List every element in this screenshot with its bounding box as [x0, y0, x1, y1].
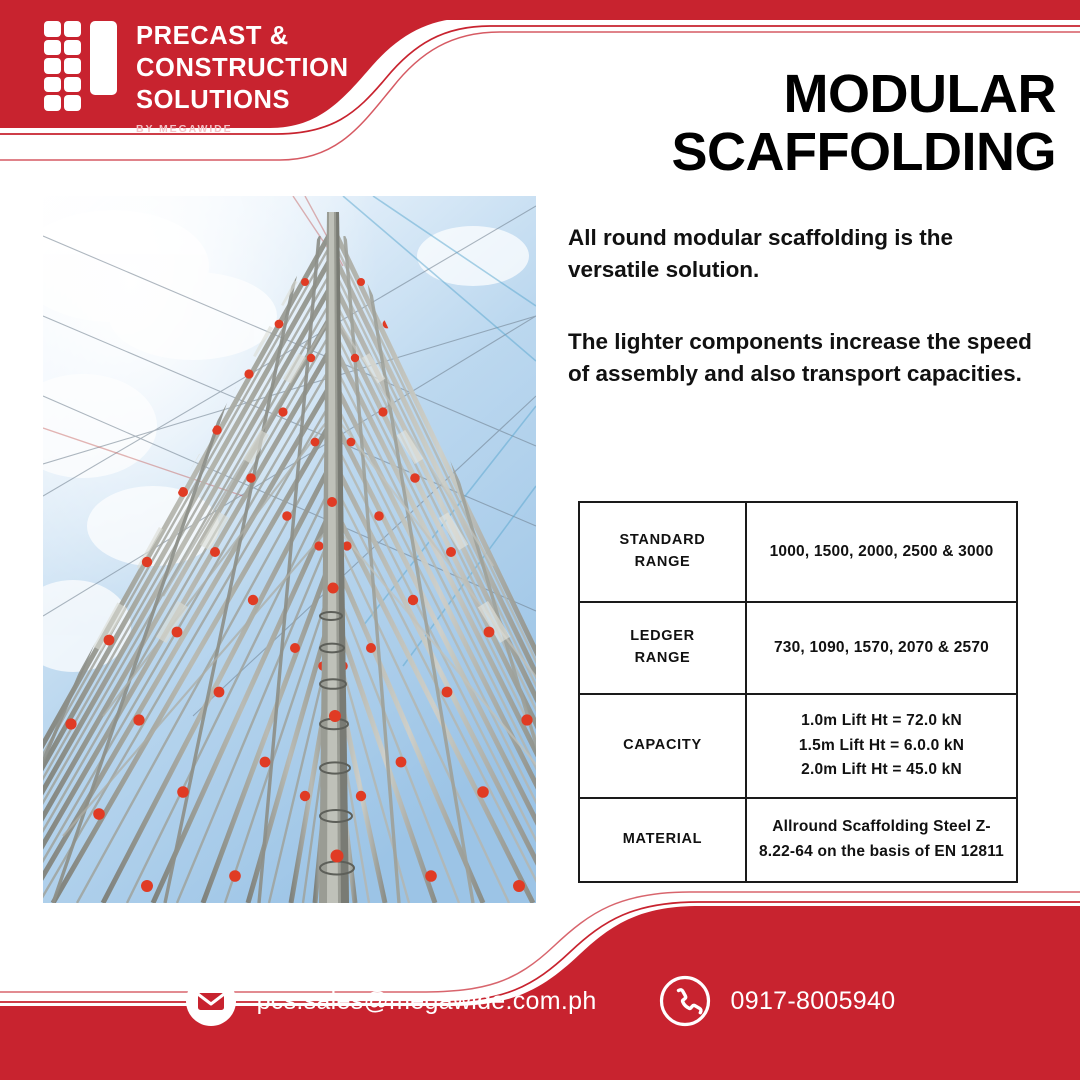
page-title	[556, 66, 1056, 182]
spec-label-line: CAPACITY	[623, 737, 702, 754]
phone-icon	[659, 975, 711, 1027]
spec-value-capacity	[746, 694, 1017, 798]
envelope-icon	[185, 975, 237, 1027]
contact-phone-text: 0917-8005940	[730, 986, 896, 1015]
brand-name-line-3: SOLUTIONS	[136, 86, 291, 115]
contact-email[interactable]	[185, 975, 597, 1027]
body-paragraph-2: The lighter components increase the speed of assembly and also transport capacities.	[568, 328, 1032, 386]
table-row	[579, 694, 1017, 798]
page-title-line-2: SCAFFOLDING	[671, 121, 1056, 182]
spec-value-material: Allround Scaffolding Steel Z-8.22-64 on the basis of EN 12811	[746, 798, 1017, 882]
page-title-line-1: MODULAR	[783, 64, 1056, 124]
spec-label-line: RANGE	[634, 554, 691, 570]
contact-phone[interactable]	[659, 975, 896, 1027]
spec-label-ledger-range	[579, 602, 746, 694]
spec-value-line: 1.5m Lift Ht = 6.0.0 kN	[798, 736, 965, 754]
spec-value-line: 730, 1090, 1570, 2070 & 2570	[773, 638, 990, 656]
brand-logo	[44, 18, 464, 136]
spec-value-line: 1000, 1500, 2000, 2500 & 3000	[769, 542, 994, 560]
spec-value-standard-range	[746, 502, 1017, 602]
spec-label-line: MATERIAL	[622, 831, 703, 848]
spec-label-material	[579, 798, 746, 882]
scaffolding-tower-photo	[43, 196, 536, 903]
brand-tagline: BY MEGAWIDE	[136, 123, 233, 136]
spec-value-ledger-range	[746, 602, 1017, 694]
spec-value-line: 1.0m Lift Ht = 72.0 kN	[801, 711, 962, 729]
spec-value-line: 2.0m Lift Ht = 45.0 kN	[801, 761, 962, 779]
precast-grid-logo-icon	[44, 21, 116, 113]
spec-label-capacity	[579, 694, 746, 798]
body-paragraph-1: All round modular scaffolding is the versatile solution.	[568, 225, 954, 282]
table-row	[579, 798, 1017, 882]
scaffolding-photo-art	[43, 196, 536, 903]
spec-label-line: STANDARD	[619, 532, 706, 549]
spec-label-line: RANGE	[634, 650, 691, 666]
contact-email-text: pcs.sales@megawide.com.ph	[256, 986, 597, 1015]
brand-name-line-1: PRECAST &	[136, 22, 289, 50]
footer-contacts	[0, 975, 1080, 1027]
spec-label-standard-range	[579, 502, 746, 602]
body-copy	[568, 222, 1038, 390]
table-row	[579, 502, 1017, 602]
spec-label-line: LEDGER	[630, 628, 695, 645]
table-row	[579, 602, 1017, 694]
spec-table	[578, 501, 1018, 883]
brand-name-line-2: CONSTRUCTION	[136, 54, 349, 83]
